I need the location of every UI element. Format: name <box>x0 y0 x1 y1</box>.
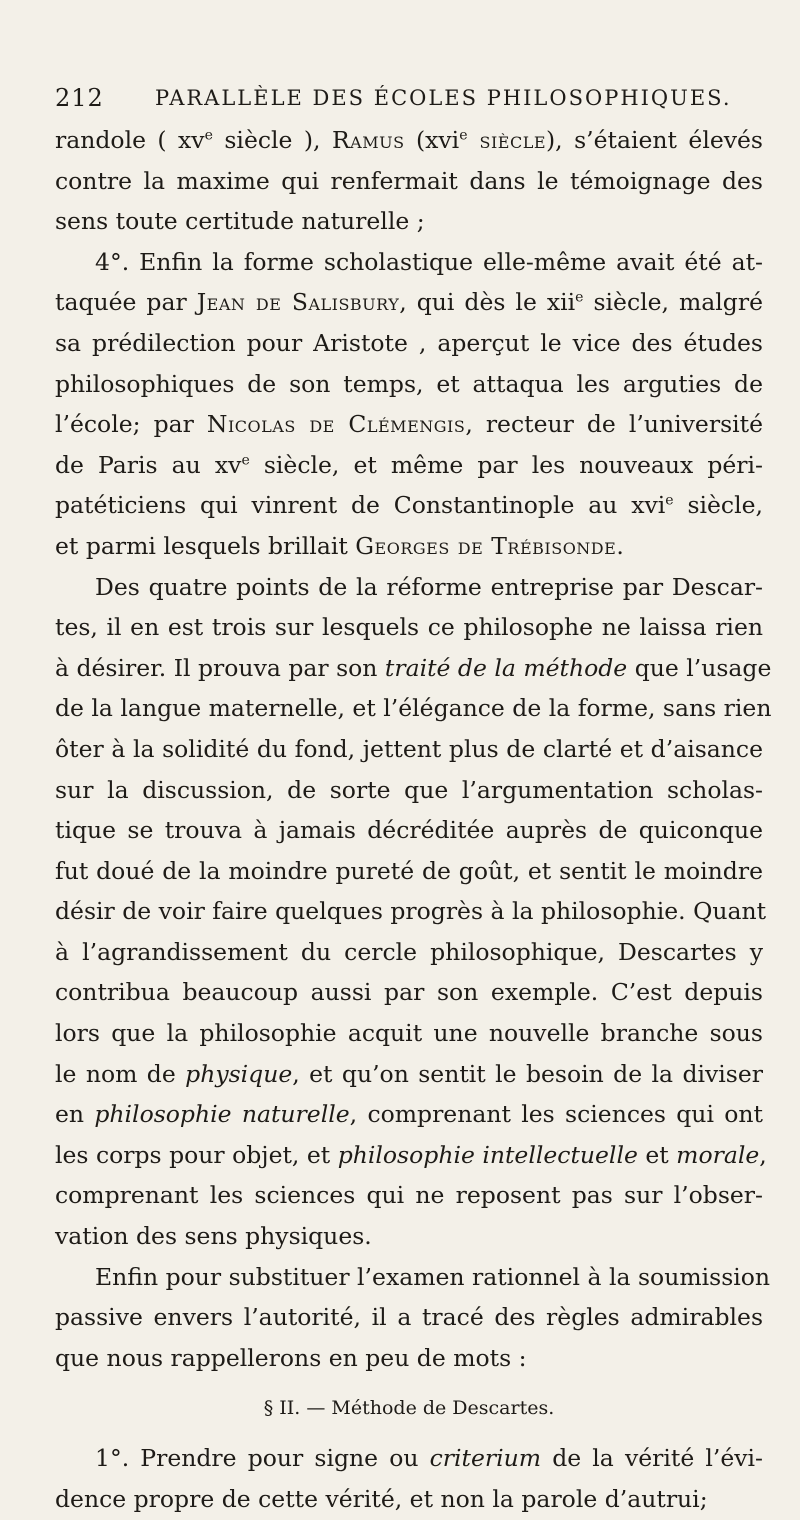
text-line <box>55 201 763 242</box>
text-segment: Des quatre points de la réforme entreprise par Descar- <box>95 572 763 601</box>
text-line <box>55 282 763 323</box>
text-segment: Georges de Trébisonde. <box>355 531 625 560</box>
text-line <box>55 242 763 283</box>
text-segment: physique <box>185 1059 293 1088</box>
text-segment: que nous rappellerons en peu de mots : <box>55 1343 527 1372</box>
text-segment: tes, il en est trois sur lesquels ce philosophe ne laissa rien <box>55 613 763 642</box>
text-line <box>55 648 772 689</box>
text-segment: e <box>575 289 584 306</box>
text-segment: philosophie intellectuelle <box>337 1140 638 1169</box>
text-segment: vation des sens physiques. <box>55 1222 372 1251</box>
text-line <box>55 1175 763 1216</box>
text-line <box>55 607 763 648</box>
text-segment: siècle, <box>673 491 763 520</box>
text-segment: contre la maxime qui renfermait dans le témoignage des <box>55 166 763 195</box>
text-line <box>55 1297 763 1338</box>
text-line <box>55 161 763 202</box>
text-segment: que l’usage <box>627 653 772 682</box>
text-line <box>55 1257 771 1298</box>
text-segment: (xvi <box>404 126 460 154</box>
text-segment: en <box>55 1100 95 1129</box>
text-segment: sa prédilection pour Aristote , aperçut le vice des études <box>55 328 763 357</box>
text-segment: à l’agrandissement du cercle philosophique, Descartes y <box>55 937 763 966</box>
text-segment: tique se trouva à jamais décréditée auprès de quiconque <box>55 816 763 845</box>
text-segment: e <box>665 492 674 509</box>
text-line <box>55 1094 763 1135</box>
text-line <box>55 364 763 405</box>
text-line <box>55 891 767 932</box>
text-line <box>55 972 763 1013</box>
text-line <box>55 1216 763 1257</box>
text-segment: sur la discussion, de sorte que l’argumentation scholas- <box>55 775 763 804</box>
text-segment: fut doué de la moindre pureté de goût, et sentit le moindre <box>55 856 763 885</box>
text-segment: désir de voir faire quelques progrès à la philosophie. Quant <box>55 897 767 926</box>
text-segment: sens toute certitude naturelle ; <box>55 207 425 236</box>
text-segment: , recteur de l’université <box>465 410 763 439</box>
text-line <box>55 404 763 445</box>
text-segment: de Paris au xv <box>55 450 242 479</box>
text-segment: les corps pour objet, et <box>55 1140 338 1169</box>
text-segment: philosophiques de son temps, et attaqua les arguties de <box>55 369 763 398</box>
text-segment: Jean de Salisbury <box>196 288 400 317</box>
text-line <box>55 1013 763 1054</box>
running-header <box>55 84 745 116</box>
text-segment: Ramus <box>331 126 405 154</box>
text-line <box>55 810 763 851</box>
running-title: PARALLÈLE DES ÉCOLES PHILOSOPHIQUES. <box>155 86 732 110</box>
text-segment: Nicolas de Clémengis <box>206 410 466 439</box>
text-line <box>55 729 763 770</box>
text-segment: passive envers l’autorité, il a tracé des règles admirables <box>55 1303 763 1332</box>
text-line <box>55 1054 763 1095</box>
text-segment: § II. — Méthode de Descartes. <box>263 1397 555 1420</box>
text-line <box>55 567 763 608</box>
text-line <box>55 526 763 567</box>
text-segment: de la langue maternelle, et l’élégance de la forme, sans rien <box>55 694 772 723</box>
text-segment: et parmi lesquels brillait <box>55 531 356 560</box>
text-segment: le nom de <box>55 1059 186 1088</box>
text-segment: 4°. Enfin la forme scholastique elle-même avait été at- <box>95 247 763 276</box>
text-segment: , qui dès le xii <box>399 288 576 317</box>
text-segment: et <box>637 1140 677 1169</box>
text-segment: Enfin pour substituer l’examen rationnel à la soumission <box>95 1262 771 1291</box>
text-segment: patéticiens qui vinrent de Constantinople au xvi <box>55 491 666 520</box>
text-segment: comprenant les sciences qui ne reposent pas sur l’obser- <box>55 1181 763 1210</box>
text-line <box>55 770 763 811</box>
text-line <box>55 688 772 729</box>
text-segment: siècle, malgré <box>583 288 763 317</box>
text-segment: e <box>459 127 468 144</box>
text-line <box>55 932 763 973</box>
text-segment: randole ( xv <box>55 126 205 154</box>
text-line <box>55 1338 763 1379</box>
text-segment: lors que la philosophie acquit une nouvelle branche sous <box>55 1019 763 1048</box>
text-segment: dence propre de cette vérité, et non la parole d’autrui; <box>55 1485 708 1513</box>
text-line <box>55 1135 767 1176</box>
text-segment: siècle, et même par les nouveaux péri- <box>249 450 763 479</box>
text-segment: 1°. Prendre pour signe ou <box>95 1444 430 1473</box>
text-line <box>55 1479 763 1520</box>
text-segment: traité de la méthode <box>384 653 628 682</box>
text-segment: e <box>241 452 250 469</box>
section-heading <box>55 1378 763 1438</box>
text-segment: à désirer. Il prouva par son <box>55 653 385 682</box>
text-segment: philosophie naturelle <box>94 1100 350 1129</box>
text-segment: contribua beaucoup aussi par son exemple. C’est depuis <box>55 978 763 1007</box>
text-segment: siècle ), <box>212 126 332 154</box>
text-line <box>55 851 763 892</box>
text-segment: taquée par <box>55 288 197 317</box>
body-text <box>55 120 772 1520</box>
text-segment: , <box>759 1140 767 1169</box>
text-line <box>55 1438 763 1479</box>
text-segment: e <box>204 127 213 144</box>
text-segment: de la vérité l’évi- <box>541 1444 763 1473</box>
text-line <box>55 120 763 161</box>
text-segment: siècle <box>467 126 546 154</box>
text-line <box>55 445 763 486</box>
text-segment: ), s’étaient élevés <box>546 126 763 154</box>
text-segment: criterium <box>429 1444 542 1473</box>
page-number: 212 <box>55 84 104 112</box>
text-segment: , comprenant les sciences qui ont <box>349 1100 763 1129</box>
text-segment: morale <box>676 1140 760 1169</box>
text-segment: , et qu’on sentit le besoin de la diviser <box>292 1059 764 1088</box>
text-line <box>55 323 763 364</box>
text-line <box>55 485 763 526</box>
text-segment: ôter à la solidité du fond, jettent plus de clarté et d’aisance <box>55 734 763 763</box>
text-segment: l’école; par <box>55 410 207 439</box>
